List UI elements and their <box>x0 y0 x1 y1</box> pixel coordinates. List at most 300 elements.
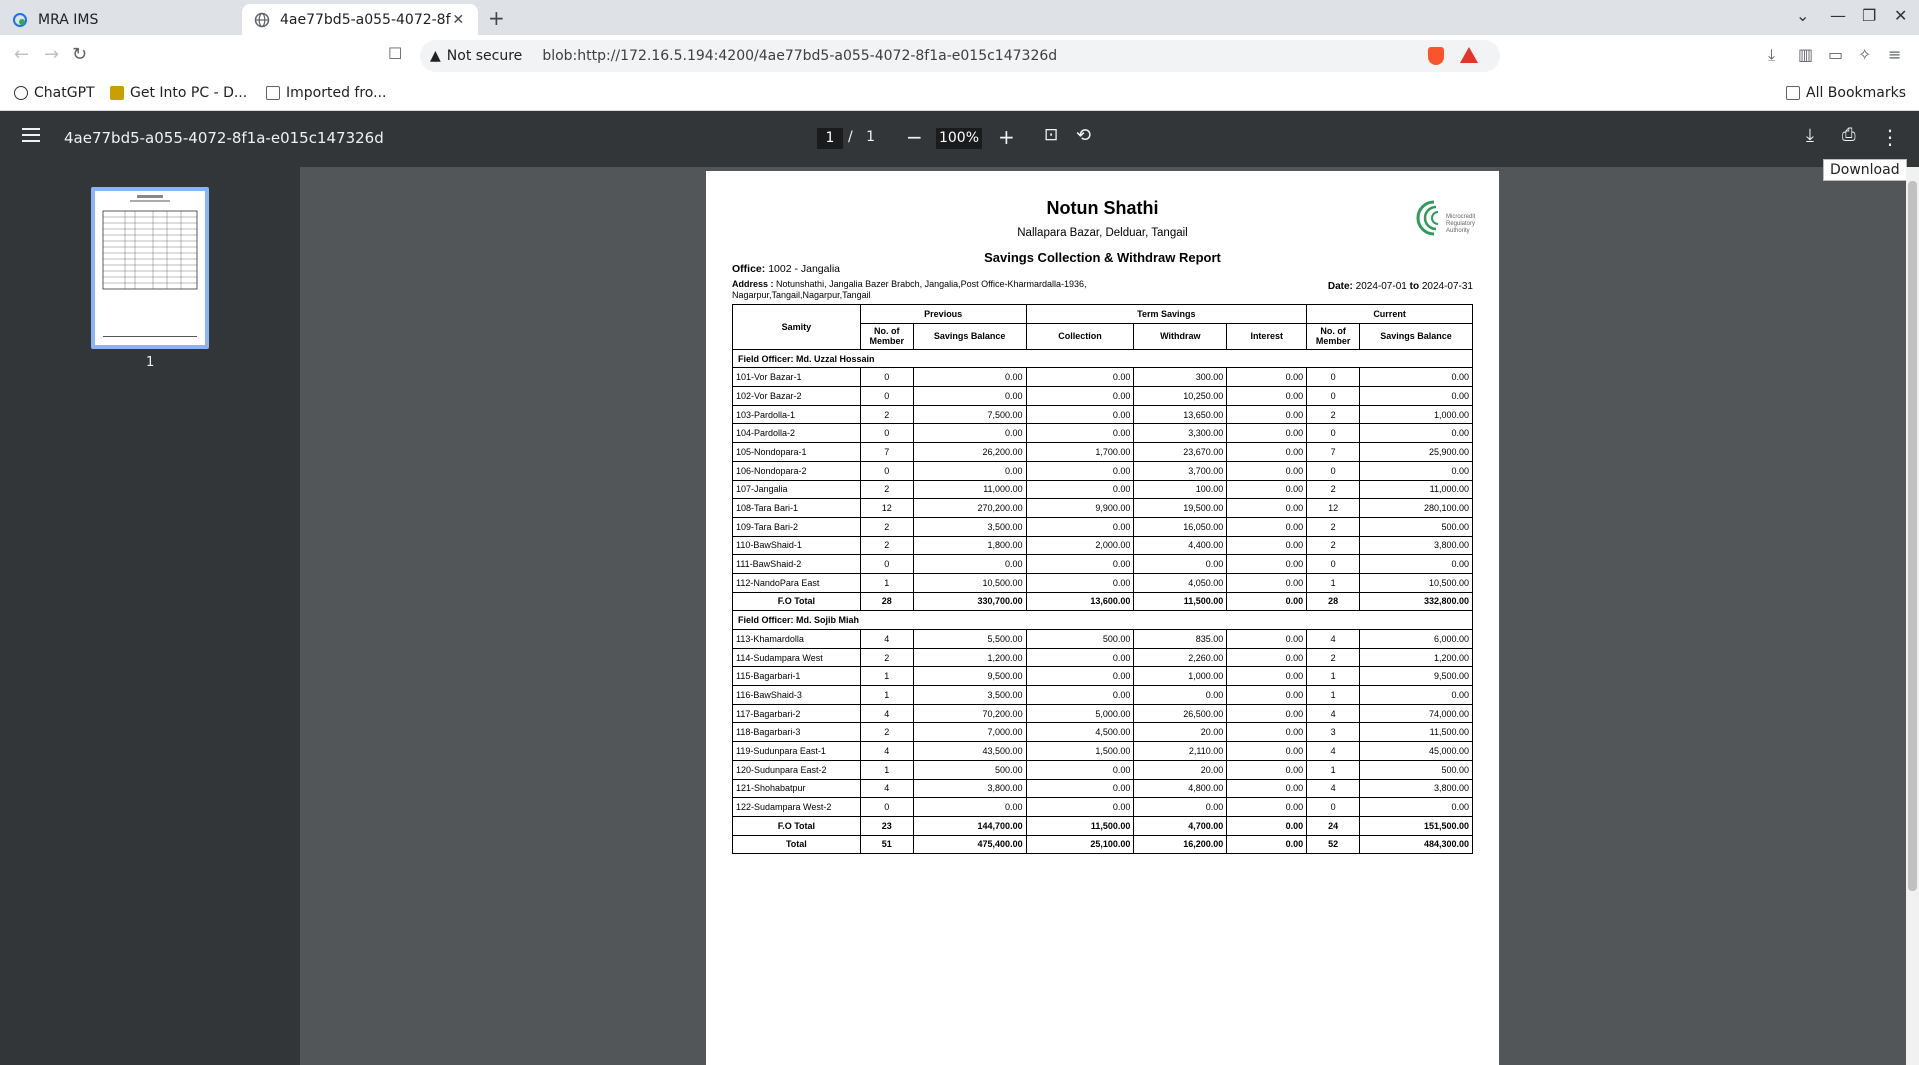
table-cell: 0 <box>1307 798 1360 817</box>
table-cell: 2 <box>1307 405 1360 424</box>
table-cell: 0 <box>860 387 913 406</box>
table-cell: 9,500.00 <box>913 667 1026 686</box>
table-cell: 1 <box>1307 573 1360 592</box>
table-cell: 0.00 <box>1026 387 1134 406</box>
table-cell: 0.00 <box>1360 798 1473 817</box>
thumbnail-sidebar <box>0 167 300 1065</box>
table-cell: 0.00 <box>1026 424 1134 443</box>
table-cell: 4,500.00 <box>1026 723 1134 742</box>
table-cell: 0.00 <box>1026 480 1134 499</box>
table-cell: 108-Tara Bari-1 <box>733 499 861 518</box>
back-icon[interactable]: ← <box>14 44 30 65</box>
table-cell: 0.00 <box>1026 517 1134 536</box>
table-cell: 0.00 <box>1026 760 1134 779</box>
mra-logo-icon <box>1412 196 1476 240</box>
table-cell: 51 <box>860 835 913 854</box>
table-cell: 3,500.00 <box>913 517 1026 536</box>
table-cell: 0.00 <box>1227 742 1307 761</box>
table-cell: 0.00 <box>1227 387 1307 406</box>
getintopc-icon <box>110 86 124 100</box>
table-cell: 0.00 <box>1227 779 1307 798</box>
table-cell: 26,500.00 <box>1134 704 1227 723</box>
table-cell: 0.00 <box>1227 443 1307 462</box>
table-row <box>733 648 1473 667</box>
table-cell: 122-Sudampara West-2 <box>733 798 861 817</box>
bookmarks-bar <box>0 77 1919 111</box>
scrollbar[interactable] <box>1906 167 1919 1065</box>
table-cell: 0.00 <box>1134 555 1227 574</box>
more-options-icon[interactable]: ⋮ <box>1880 125 1900 149</box>
table-cell: 0.00 <box>913 387 1026 406</box>
table-cell: 0.00 <box>1227 424 1307 443</box>
table-cell: 110-BawShaid-1 <box>733 536 861 555</box>
table-cell: 0.00 <box>1360 686 1473 705</box>
table-cell: F.O Total <box>733 592 861 611</box>
field-officer-name: Field Officer: Md. Sojib Miah <box>733 611 1473 630</box>
hamburger-menu-icon[interactable] <box>22 128 40 146</box>
table-cell: 0.00 <box>1026 798 1134 817</box>
table-cell: 2 <box>860 723 913 742</box>
table-cell: 0.00 <box>1227 499 1307 518</box>
table-cell: 113-Khamardolla <box>733 630 861 649</box>
table-row <box>733 368 1473 387</box>
table-cell: 12 <box>1307 499 1360 518</box>
leo-ai-icon[interactable]: ✧ <box>1858 45 1872 64</box>
table-cell: 4 <box>1307 779 1360 798</box>
field-officer-name: Field Officer: Md. Uzzal Hossain <box>733 349 1473 368</box>
table-cell: 0.00 <box>1227 573 1307 592</box>
table-cell: 7 <box>860 443 913 462</box>
table-cell: 74,000.00 <box>1360 704 1473 723</box>
table-row <box>733 461 1473 480</box>
table-cell: 835.00 <box>1134 630 1227 649</box>
report-table-body <box>733 349 1473 854</box>
table-cell: 11,500.00 <box>1026 816 1134 835</box>
table-cell: 144,700.00 <box>913 816 1026 835</box>
table-cell: 2,110.00 <box>1134 742 1227 761</box>
table-cell: 120-Sudunpara East-2 <box>733 760 861 779</box>
chatgpt-icon <box>14 86 28 100</box>
table-row <box>733 387 1473 406</box>
main-menu-icon[interactable]: ≡ <box>1888 45 1902 64</box>
table-cell: 332,800.00 <box>1360 592 1473 611</box>
header-collection: Collection <box>1026 323 1134 349</box>
table-cell: 11,500.00 <box>1134 592 1227 611</box>
table-cell: 0.00 <box>913 368 1026 387</box>
header-no-member: No. of Member <box>860 323 913 349</box>
table-cell: 3 <box>1307 723 1360 742</box>
download-icon[interactable]: ⤓ <box>1768 45 1776 64</box>
table-cell: 0.00 <box>1227 517 1307 536</box>
table-cell: 0.00 <box>1227 816 1307 835</box>
table-cell: 0.00 <box>1227 368 1307 387</box>
folder-icon <box>1786 86 1800 100</box>
table-cell: 11,000.00 <box>913 480 1026 499</box>
table-cell: Total <box>733 835 861 854</box>
table-cell: 0.00 <box>1026 648 1134 667</box>
date-range: Date: 2024-07-01 to 2024-07-31 <box>1327 281 1473 292</box>
table-row <box>733 779 1473 798</box>
table-cell: 1 <box>1307 686 1360 705</box>
table-row <box>733 742 1473 761</box>
table-cell: 3,800.00 <box>1360 779 1473 798</box>
table-cell: 118-Bagarbari-3 <box>733 723 861 742</box>
table-cell: 151,500.00 <box>1360 816 1473 835</box>
table-cell: 2 <box>1307 648 1360 667</box>
table-cell: 7,000.00 <box>913 723 1026 742</box>
table-row <box>733 723 1473 742</box>
table-cell: 2 <box>1307 536 1360 555</box>
table-cell: 0 <box>1307 424 1360 443</box>
table-cell: 25,900.00 <box>1360 443 1473 462</box>
table-cell: 0.00 <box>1026 779 1134 798</box>
reload-icon[interactable]: ↻ <box>72 44 88 65</box>
fo-total-row <box>733 592 1473 611</box>
forward-icon[interactable]: → <box>44 44 60 65</box>
table-cell: 1 <box>860 686 913 705</box>
svg-text:Microcredit: Microcredit <box>1446 214 1476 220</box>
table-cell: 3,300.00 <box>1134 424 1227 443</box>
warning-icon: ▲ <box>430 48 441 64</box>
table-row <box>733 480 1473 499</box>
table-cell: 300.00 <box>1134 368 1227 387</box>
table-cell: 28 <box>860 592 913 611</box>
table-cell: 0.00 <box>1227 480 1307 499</box>
header-savings-balance: Savings Balance <box>913 323 1026 349</box>
zoom-in-icon[interactable]: + <box>998 125 1015 149</box>
url-text: blob:http://172.16.5.194:4200/4ae77bd5-a055-4072-8f1a-e015c147326d <box>542 48 1058 64</box>
minimize-icon[interactable]: — <box>1830 6 1846 25</box>
header-current: Current <box>1307 305 1473 324</box>
address-bar[interactable] <box>420 40 1500 72</box>
new-tab-icon[interactable]: + <box>488 6 505 30</box>
table-cell: 100.00 <box>1134 480 1227 499</box>
table-cell: 23 <box>860 816 913 835</box>
table-cell: 0.00 <box>1134 798 1227 817</box>
table-cell: 70,200.00 <box>913 704 1026 723</box>
grand-total-row <box>733 835 1473 854</box>
table-cell: 0.00 <box>1026 405 1134 424</box>
table-cell: 10,500.00 <box>913 573 1026 592</box>
table-cell: 2 <box>860 480 913 499</box>
svg-text:Regulatory: Regulatory <box>1446 221 1476 227</box>
header-no-member: No. of Member <box>1307 323 1360 349</box>
table-row <box>733 536 1473 555</box>
table-cell: 7,500.00 <box>913 405 1026 424</box>
fit-page-icon[interactable]: ⊡ <box>1044 125 1059 145</box>
tab-pdf[interactable] <box>242 4 478 35</box>
mra-favicon-icon <box>12 12 28 28</box>
field-officer-row <box>733 611 1473 630</box>
browser-toolbar <box>0 35 1919 77</box>
zoom-input[interactable]: 100% <box>936 128 982 149</box>
table-cell: 4 <box>860 630 913 649</box>
table-row <box>733 405 1473 424</box>
table-cell: 4 <box>1307 630 1360 649</box>
table-cell: 2 <box>1307 480 1360 499</box>
wallet-icon[interactable]: ▭ <box>1828 45 1844 64</box>
bookmark-chatgpt[interactable] <box>14 85 95 101</box>
table-cell: 12 <box>860 499 913 518</box>
table-cell: 0 <box>1307 368 1360 387</box>
table-cell: 270,200.00 <box>913 499 1026 518</box>
table-cell: 500.00 <box>913 760 1026 779</box>
table-cell: 13,650.00 <box>1134 405 1227 424</box>
office-info: Office: 1002 - Jangalia <box>732 263 840 275</box>
tab-mra-ims[interactable] <box>0 4 238 35</box>
table-cell: 4 <box>1307 704 1360 723</box>
table-cell: 0.00 <box>1227 592 1307 611</box>
download-icon[interactable]: ⤓ <box>1806 125 1814 146</box>
table-cell: 0.00 <box>1026 667 1134 686</box>
table-row <box>733 573 1473 592</box>
table-cell: 1,500.00 <box>1026 742 1134 761</box>
table-cell: 10,250.00 <box>1134 387 1227 406</box>
thumbnail-preview <box>95 191 205 345</box>
header-interest: Interest <box>1227 323 1307 349</box>
table-cell: 4 <box>860 704 913 723</box>
table-cell: 52 <box>1307 835 1360 854</box>
header-savings-balance: Savings Balance <box>1360 323 1473 349</box>
table-cell: 0 <box>1307 461 1360 480</box>
bookmark-imported[interactable] <box>266 85 386 101</box>
organization-name: Notun Shathi <box>1046 198 1159 218</box>
table-cell: 0.00 <box>1026 686 1134 705</box>
table-cell: 101-Vor Bazar-1 <box>733 368 861 387</box>
table-cell: 500.00 <box>1360 517 1473 536</box>
tab-title: 4ae77bd5-a055-4072-8f <box>280 11 451 28</box>
table-row <box>733 443 1473 462</box>
table-cell: 0.00 <box>1227 704 1307 723</box>
table-row <box>733 686 1473 705</box>
table-cell: 4,800.00 <box>1134 779 1227 798</box>
table-cell: 0 <box>860 461 913 480</box>
thumbnail-page-number: 1 <box>146 355 155 370</box>
address-info: Address : Notunshathi, Jangalia Bazer Brabch, Jangalia,Post Office-Kharmardalla-1936, Nagarpur,Tangail,Nagarpur,Tangail <box>732 279 1087 300</box>
table-row <box>733 798 1473 817</box>
table-cell: 4 <box>860 742 913 761</box>
table-cell: 6,000.00 <box>1360 630 1473 649</box>
table-cell: 4 <box>860 779 913 798</box>
all-bookmarks-label: All Bookmarks <box>1806 85 1907 101</box>
table-cell: 0.00 <box>1026 461 1134 480</box>
table-cell: 4,400.00 <box>1134 536 1227 555</box>
table-cell: 0.00 <box>1360 424 1473 443</box>
table-cell: 0.00 <box>1227 461 1307 480</box>
table-cell: 2 <box>860 648 913 667</box>
table-cell: 2,000.00 <box>1026 536 1134 555</box>
table-cell: 114-Sudampara West <box>733 648 861 667</box>
table-cell: 0.00 <box>1360 368 1473 387</box>
table-cell: 0.00 <box>1227 723 1307 742</box>
table-cell: 119-Sudunpara East-1 <box>733 742 861 761</box>
table-cell: 2 <box>860 405 913 424</box>
pdf-title: 4ae77bd5-a055-4072-8f1a-e015c147326d <box>64 129 384 147</box>
tab-search-icon[interactable]: ⌄ <box>1796 6 1810 25</box>
table-cell: 500.00 <box>1026 630 1134 649</box>
report-title: Savings Collection & Withdraw Report <box>984 250 1221 265</box>
brave-shield-icon[interactable] <box>1428 47 1444 65</box>
table-cell: 0.00 <box>1026 573 1134 592</box>
table-cell: 3,800.00 <box>1360 536 1473 555</box>
table-cell: 112-NandoPara East <box>733 573 861 592</box>
table-cell: 1 <box>1307 760 1360 779</box>
table-cell: 102-Vor Bazar-2 <box>733 387 861 406</box>
table-cell: 106-Nondopara-2 <box>733 461 861 480</box>
table-cell: 25,100.00 <box>1026 835 1134 854</box>
table-cell: 0.00 <box>1227 630 1307 649</box>
pdf-toolbar <box>0 111 1919 167</box>
table-row <box>733 517 1473 536</box>
table-cell: 121-Shohabatpur <box>733 779 861 798</box>
table-cell: 330,700.00 <box>913 592 1026 611</box>
close-window-icon[interactable]: ✕ <box>1894 6 1908 25</box>
folder-icon <box>266 86 280 100</box>
table-cell: 0 <box>1307 387 1360 406</box>
table-cell: 45,000.00 <box>1360 742 1473 761</box>
table-cell: 115-Bagarbari-1 <box>733 667 861 686</box>
table-cell: 26,200.00 <box>913 443 1026 462</box>
pdf-page <box>706 171 1499 1065</box>
table-cell: 1,000.00 <box>1134 667 1227 686</box>
bookmark-getintopc[interactable] <box>110 85 247 101</box>
table-row <box>733 630 1473 649</box>
table-cell: 0.00 <box>1227 405 1307 424</box>
table-cell: 500.00 <box>1360 760 1473 779</box>
table-cell: 475,400.00 <box>913 835 1026 854</box>
table-cell: 103-Pardolla-1 <box>733 405 861 424</box>
table-cell: 1 <box>860 760 913 779</box>
table-row <box>733 555 1473 574</box>
table-cell: 20.00 <box>1134 723 1227 742</box>
page-count: / 1 <box>848 129 875 145</box>
print-icon[interactable]: ⎙ <box>1842 125 1856 145</box>
table-cell: 23,670.00 <box>1134 443 1227 462</box>
svg-text:Authority: Authority <box>1446 228 1470 234</box>
rotate-icon[interactable]: ⟲ <box>1076 125 1092 146</box>
table-cell: 1,000.00 <box>1360 405 1473 424</box>
table-cell: 0.00 <box>1227 686 1307 705</box>
table-cell: 484,300.00 <box>1360 835 1473 854</box>
table-cell: 20.00 <box>1134 760 1227 779</box>
table-cell: 13,600.00 <box>1026 592 1134 611</box>
security-label: Not secure <box>446 48 523 64</box>
table-cell: 0.00 <box>1026 368 1134 387</box>
header-withdraw: Withdraw <box>1134 323 1227 349</box>
tab-strip <box>0 0 1919 35</box>
table-cell: 9,500.00 <box>1360 667 1473 686</box>
tab-title: MRA IMS <box>38 11 99 28</box>
table-cell: 4,050.00 <box>1134 573 1227 592</box>
zoom-out-icon[interactable]: − <box>906 125 923 149</box>
table-cell: 104-Pardolla-2 <box>733 424 861 443</box>
table-cell: 0 <box>860 368 913 387</box>
maximize-icon[interactable]: ❐ <box>1862 6 1877 25</box>
page-number-input[interactable]: 1 <box>817 128 843 149</box>
table-cell: 0 <box>860 555 913 574</box>
header-term-savings: Term Savings <box>1026 305 1307 324</box>
brave-rewards-icon[interactable] <box>1460 47 1478 63</box>
field-officer-row <box>733 349 1473 368</box>
table-cell: 0 <box>860 424 913 443</box>
table-row <box>733 424 1473 443</box>
table-cell: 5,000.00 <box>1026 704 1134 723</box>
bookmark-icon[interactable]: ☐ <box>388 44 403 63</box>
table-cell: 0.00 <box>1227 798 1307 817</box>
table-cell: 0.00 <box>1360 555 1473 574</box>
table-cell: 7 <box>1307 443 1360 462</box>
table-cell: 0.00 <box>913 798 1026 817</box>
close-tab-icon[interactable]: ✕ <box>452 11 465 28</box>
table-cell: 2 <box>860 536 913 555</box>
table-cell: 2 <box>1307 517 1360 536</box>
bookmark-label: ChatGPT <box>34 85 95 101</box>
table-cell: 11,500.00 <box>1360 723 1473 742</box>
table-cell: 0.00 <box>1360 461 1473 480</box>
globe-icon <box>254 12 270 28</box>
table-cell: 5,500.00 <box>913 630 1026 649</box>
table-cell: 116-BawShaid-3 <box>733 686 861 705</box>
table-cell: 3,700.00 <box>1134 461 1227 480</box>
table-cell: 1,200.00 <box>1360 648 1473 667</box>
table-cell: 4 <box>1307 742 1360 761</box>
table-cell: 0.00 <box>1227 536 1307 555</box>
download-tooltip: Download <box>1823 159 1907 181</box>
page-thumbnail[interactable] <box>91 187 209 349</box>
table-cell: 3,800.00 <box>913 779 1026 798</box>
table-cell: 1 <box>860 573 913 592</box>
table-cell: 0.00 <box>1026 555 1134 574</box>
table-cell: 0.00 <box>1227 760 1307 779</box>
table-cell: 4,700.00 <box>1134 816 1227 835</box>
table-cell: 0.00 <box>913 555 1026 574</box>
table-cell: 16,050.00 <box>1134 517 1227 536</box>
table-cell: 1,700.00 <box>1026 443 1134 462</box>
table-cell: 0.00 <box>1227 648 1307 667</box>
table-cell: 1 <box>860 667 913 686</box>
table-cell: 117-Bagarbari-2 <box>733 704 861 723</box>
table-cell: 105-Nondopara-1 <box>733 443 861 462</box>
table-row <box>733 499 1473 518</box>
fo-total-row <box>733 816 1473 835</box>
table-cell: 24 <box>1307 816 1360 835</box>
table-cell: 0 <box>1307 555 1360 574</box>
table-cell: 2,260.00 <box>1134 648 1227 667</box>
scrollbar-thumb[interactable] <box>1908 181 1917 891</box>
table-cell: 0.00 <box>913 461 1026 480</box>
table-cell: F.O Total <box>733 816 861 835</box>
header-previous: Previous <box>860 305 1026 324</box>
report-table <box>732 304 1473 854</box>
bookmark-label: Imported fro... <box>286 85 387 101</box>
table-cell: 10,500.00 <box>1360 573 1473 592</box>
table-cell: 107-Jangalia <box>733 480 861 499</box>
table-cell: 111-BawShaid-2 <box>733 555 861 574</box>
organization-address: Nallapara Bazar, Delduar, Tangail <box>1017 227 1188 239</box>
table-cell: 109-Tara Bari-2 <box>733 517 861 536</box>
table-cell: 1,200.00 <box>913 648 1026 667</box>
sidebar-icon[interactable]: ▥ <box>1798 45 1814 64</box>
header-samity: Samity <box>733 305 861 350</box>
security-indicator[interactable] <box>430 48 522 64</box>
table-cell: 0.00 <box>913 424 1026 443</box>
table-cell: 0 <box>860 798 913 817</box>
table-cell: 0.00 <box>1227 835 1307 854</box>
table-cell: 3,500.00 <box>913 686 1026 705</box>
all-bookmarks[interactable] <box>1786 85 1906 101</box>
table-row <box>733 667 1473 686</box>
table-cell: 0.00 <box>1360 387 1473 406</box>
